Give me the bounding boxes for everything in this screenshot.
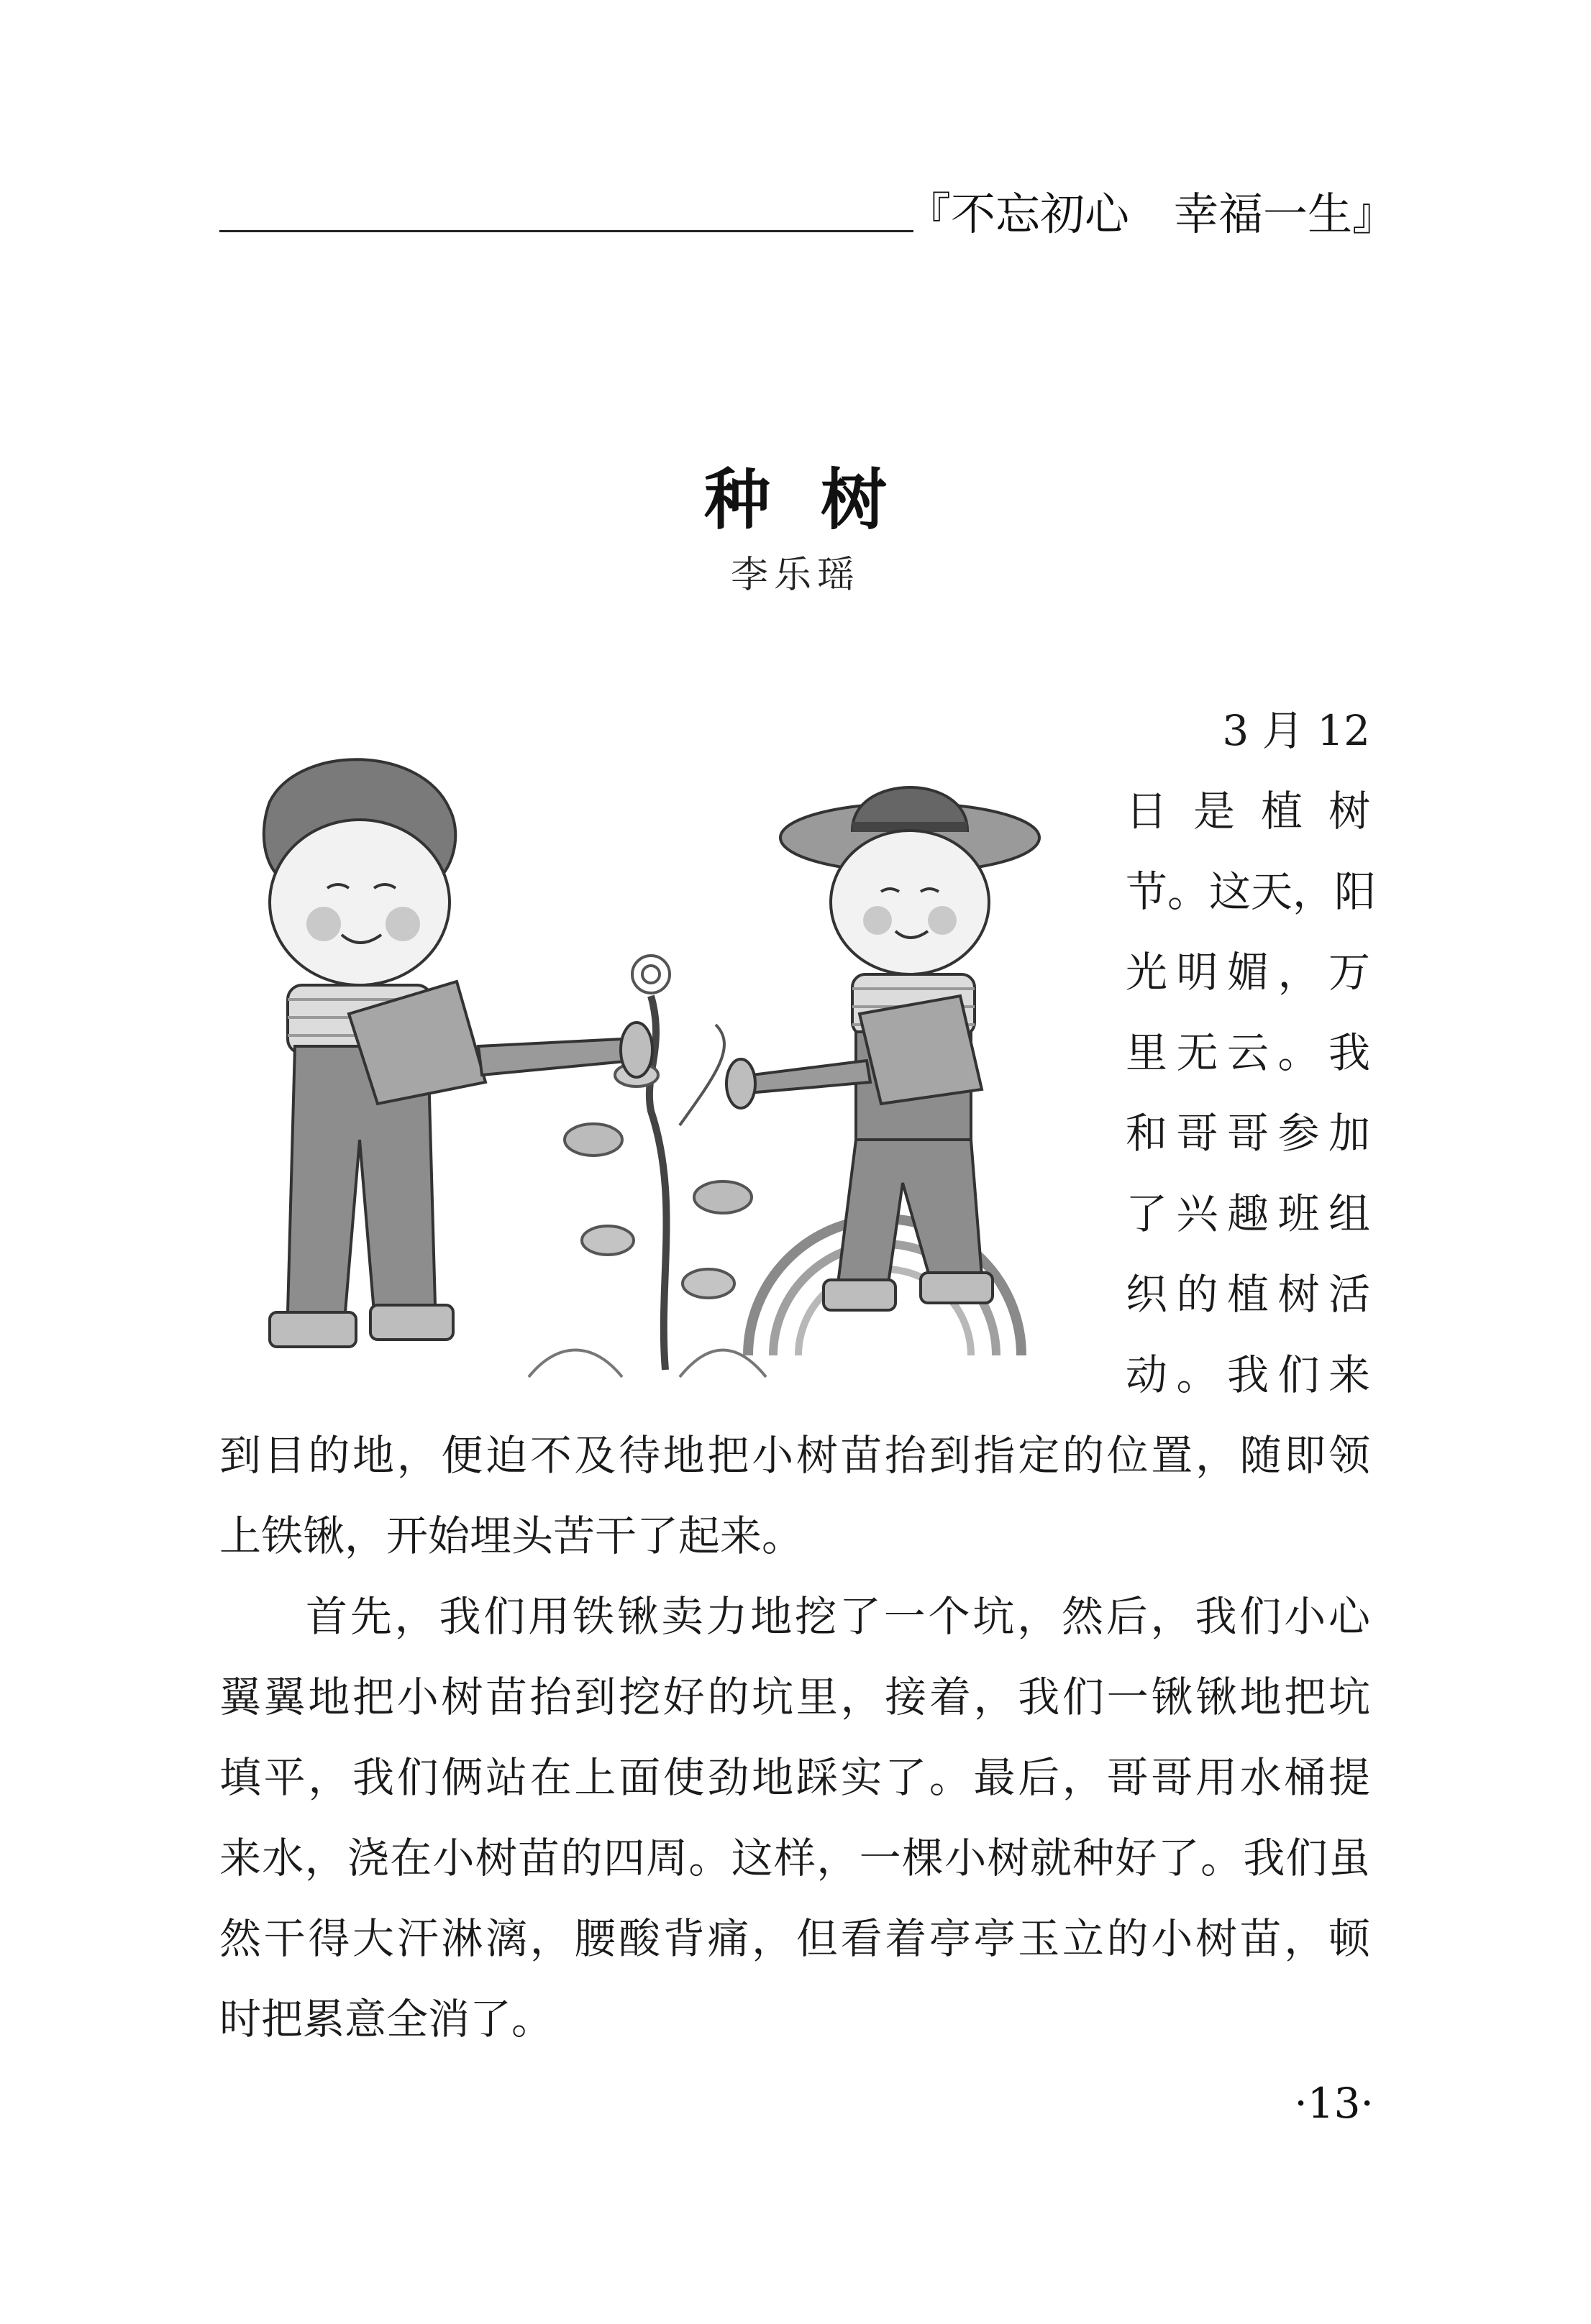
page-number: ·13· xyxy=(1294,2079,1374,2128)
text-line: 动。我们来 xyxy=(1126,1350,1370,1399)
article-title: 种树 xyxy=(703,461,937,539)
text-line: 了兴趣班组 xyxy=(1126,1189,1370,1238)
text-line: 时把累意全消了。 xyxy=(219,1995,554,2044)
text-line: 里无云。我 xyxy=(1126,1028,1370,1077)
text-line: 3 月 12 xyxy=(1222,706,1370,755)
tree-planting-illustration xyxy=(219,737,1100,1384)
text-line: 然干得大汗淋漓，腰酸背痛，但看着亭亭玉立的小树苗，顿 xyxy=(219,1914,1370,1963)
text-line: 填平，我们俩站在上面使劲地踩实了。最后，哥哥用水桶提 xyxy=(219,1753,1370,1802)
text-line: 和哥哥参加 xyxy=(1126,1109,1370,1158)
text-line: 首先，我们用铁锹卖力地挖了一个坑，然后，我们小心 xyxy=(306,1592,1370,1641)
text-line: 光明媚，万 xyxy=(1126,948,1370,997)
article-author: 李乐瑶 xyxy=(730,554,860,597)
text-line: 翼翼地把小树苗抬到挖好的坑里，接着，我们一锹锹地把坑 xyxy=(219,1673,1370,1721)
text-line: 日是植树 xyxy=(1126,787,1370,836)
text-line: 节。这天，阳 xyxy=(1126,867,1377,916)
header-rule xyxy=(219,230,913,232)
running-header: 『不忘初心 幸福一生』 xyxy=(906,188,1398,240)
text-line: 上铁锹，开始埋头苦干了起来。 xyxy=(219,1511,804,1560)
text-line: 来水，浇在小树苗的四周。这样，一棵小树就种好了。我们虽 xyxy=(219,1834,1370,1882)
text-line: 到目的地，便迫不及待地把小树苗抬到指定的位置，随即领 xyxy=(219,1431,1370,1480)
text-line: 织的植树活 xyxy=(1126,1270,1370,1319)
